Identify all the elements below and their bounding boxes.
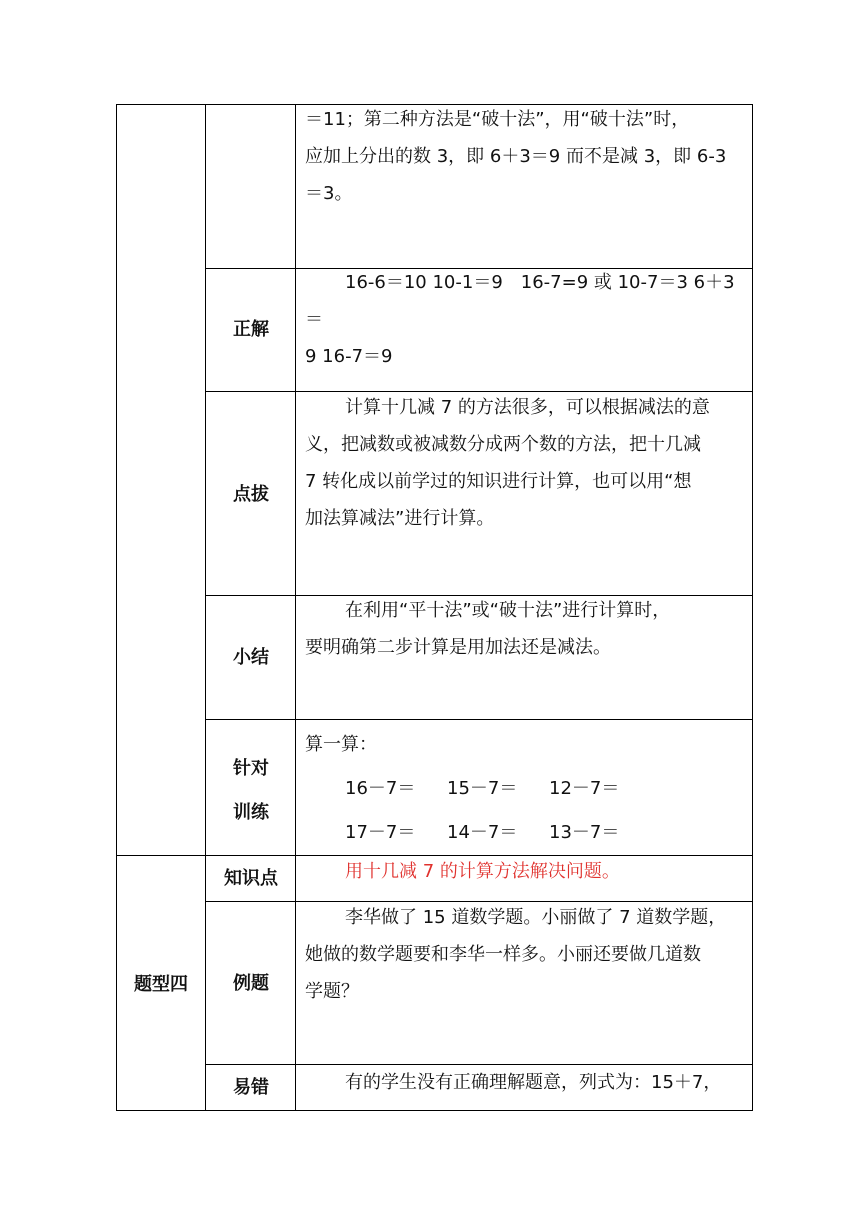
zhengjie-text <box>305 264 750 375</box>
text-line: 有的学生没有正确理解题意，列式为：15＋7， <box>345 1072 722 1093</box>
text-line: 加法算减法”进行计算。 <box>305 508 495 529</box>
continuation-text <box>305 101 750 212</box>
text-line: 在利用“平十法”或“破十法”进行计算时， <box>345 600 671 621</box>
zhengjie-label: 正解 <box>233 319 269 340</box>
exercise-row-2 <box>345 811 651 855</box>
text-line: 她做的数学题要和李华一样多。小丽还要做几道数 <box>305 944 701 965</box>
example-label: 例题 <box>233 973 269 994</box>
text-line: 李华做了 15 道数学题。小丽做了 7 道数学题， <box>345 907 727 928</box>
training-label-line2: 训练 <box>233 802 269 823</box>
text-line: 9 16-7＝9 <box>305 346 393 367</box>
text-line: 要明确第二步计算是用加法还是减法。 <box>305 637 611 658</box>
exercise-item: 15－7＝ <box>447 778 518 799</box>
xiaojie-text <box>305 592 750 666</box>
text-line: 义，把减数或被减数分成两个数的方法，把十几减 <box>305 434 701 455</box>
xiaojie-label: 小结 <box>233 647 269 668</box>
training-label-line1: 针对 <box>233 758 269 779</box>
type4-head: 题型四 <box>134 974 188 995</box>
table-border-right <box>752 104 753 1111</box>
dianba-label: 点拔 <box>233 484 269 505</box>
knowledge-label: 知识点 <box>224 868 278 889</box>
table-border-bottom <box>116 1110 753 1111</box>
exercise-item: 14－7＝ <box>447 822 518 843</box>
text-line: 计算十几减 7 的方法很多，可以根据减法的意 <box>345 397 710 418</box>
error-text <box>305 1064 750 1101</box>
dianba-text <box>305 389 750 537</box>
table-divider-1 <box>205 104 206 1111</box>
exercise-row-1 <box>345 767 651 811</box>
text-line: 7 转化成以前学过的知识进行计算，也可以用“想 <box>305 471 692 492</box>
text-line: 16-6＝10 10-1＝9 16-7=9 或 10-7＝3 6＋3＝ <box>305 272 735 330</box>
exercise-item: 12－7＝ <box>549 778 620 799</box>
knowledge-text <box>305 853 750 890</box>
training-label <box>206 747 296 835</box>
text-line: 用十几减 7 的计算方法解决问题。 <box>345 861 620 882</box>
row-divider <box>205 719 753 720</box>
table-border-left <box>116 104 117 1111</box>
training-intro: 算一算： <box>305 734 377 755</box>
exercise-item: 16－7＝ <box>345 778 416 799</box>
error-label: 易错 <box>233 1077 269 1098</box>
text-line: ＝3。 <box>305 183 353 204</box>
exercise-item: 17－7＝ <box>345 822 416 843</box>
exercise-item: 13－7＝ <box>549 822 620 843</box>
text-line: 应加上分出的数 3，即 6＋3＝9 而不是减 3，即 6-3 <box>305 146 727 167</box>
example-text <box>305 899 750 1010</box>
text-line: 学题？ <box>305 981 359 1002</box>
table-divider-2 <box>295 104 296 1111</box>
text-line: ＝11；第二种方法是“破十法”，用“破十法”时， <box>305 109 690 130</box>
